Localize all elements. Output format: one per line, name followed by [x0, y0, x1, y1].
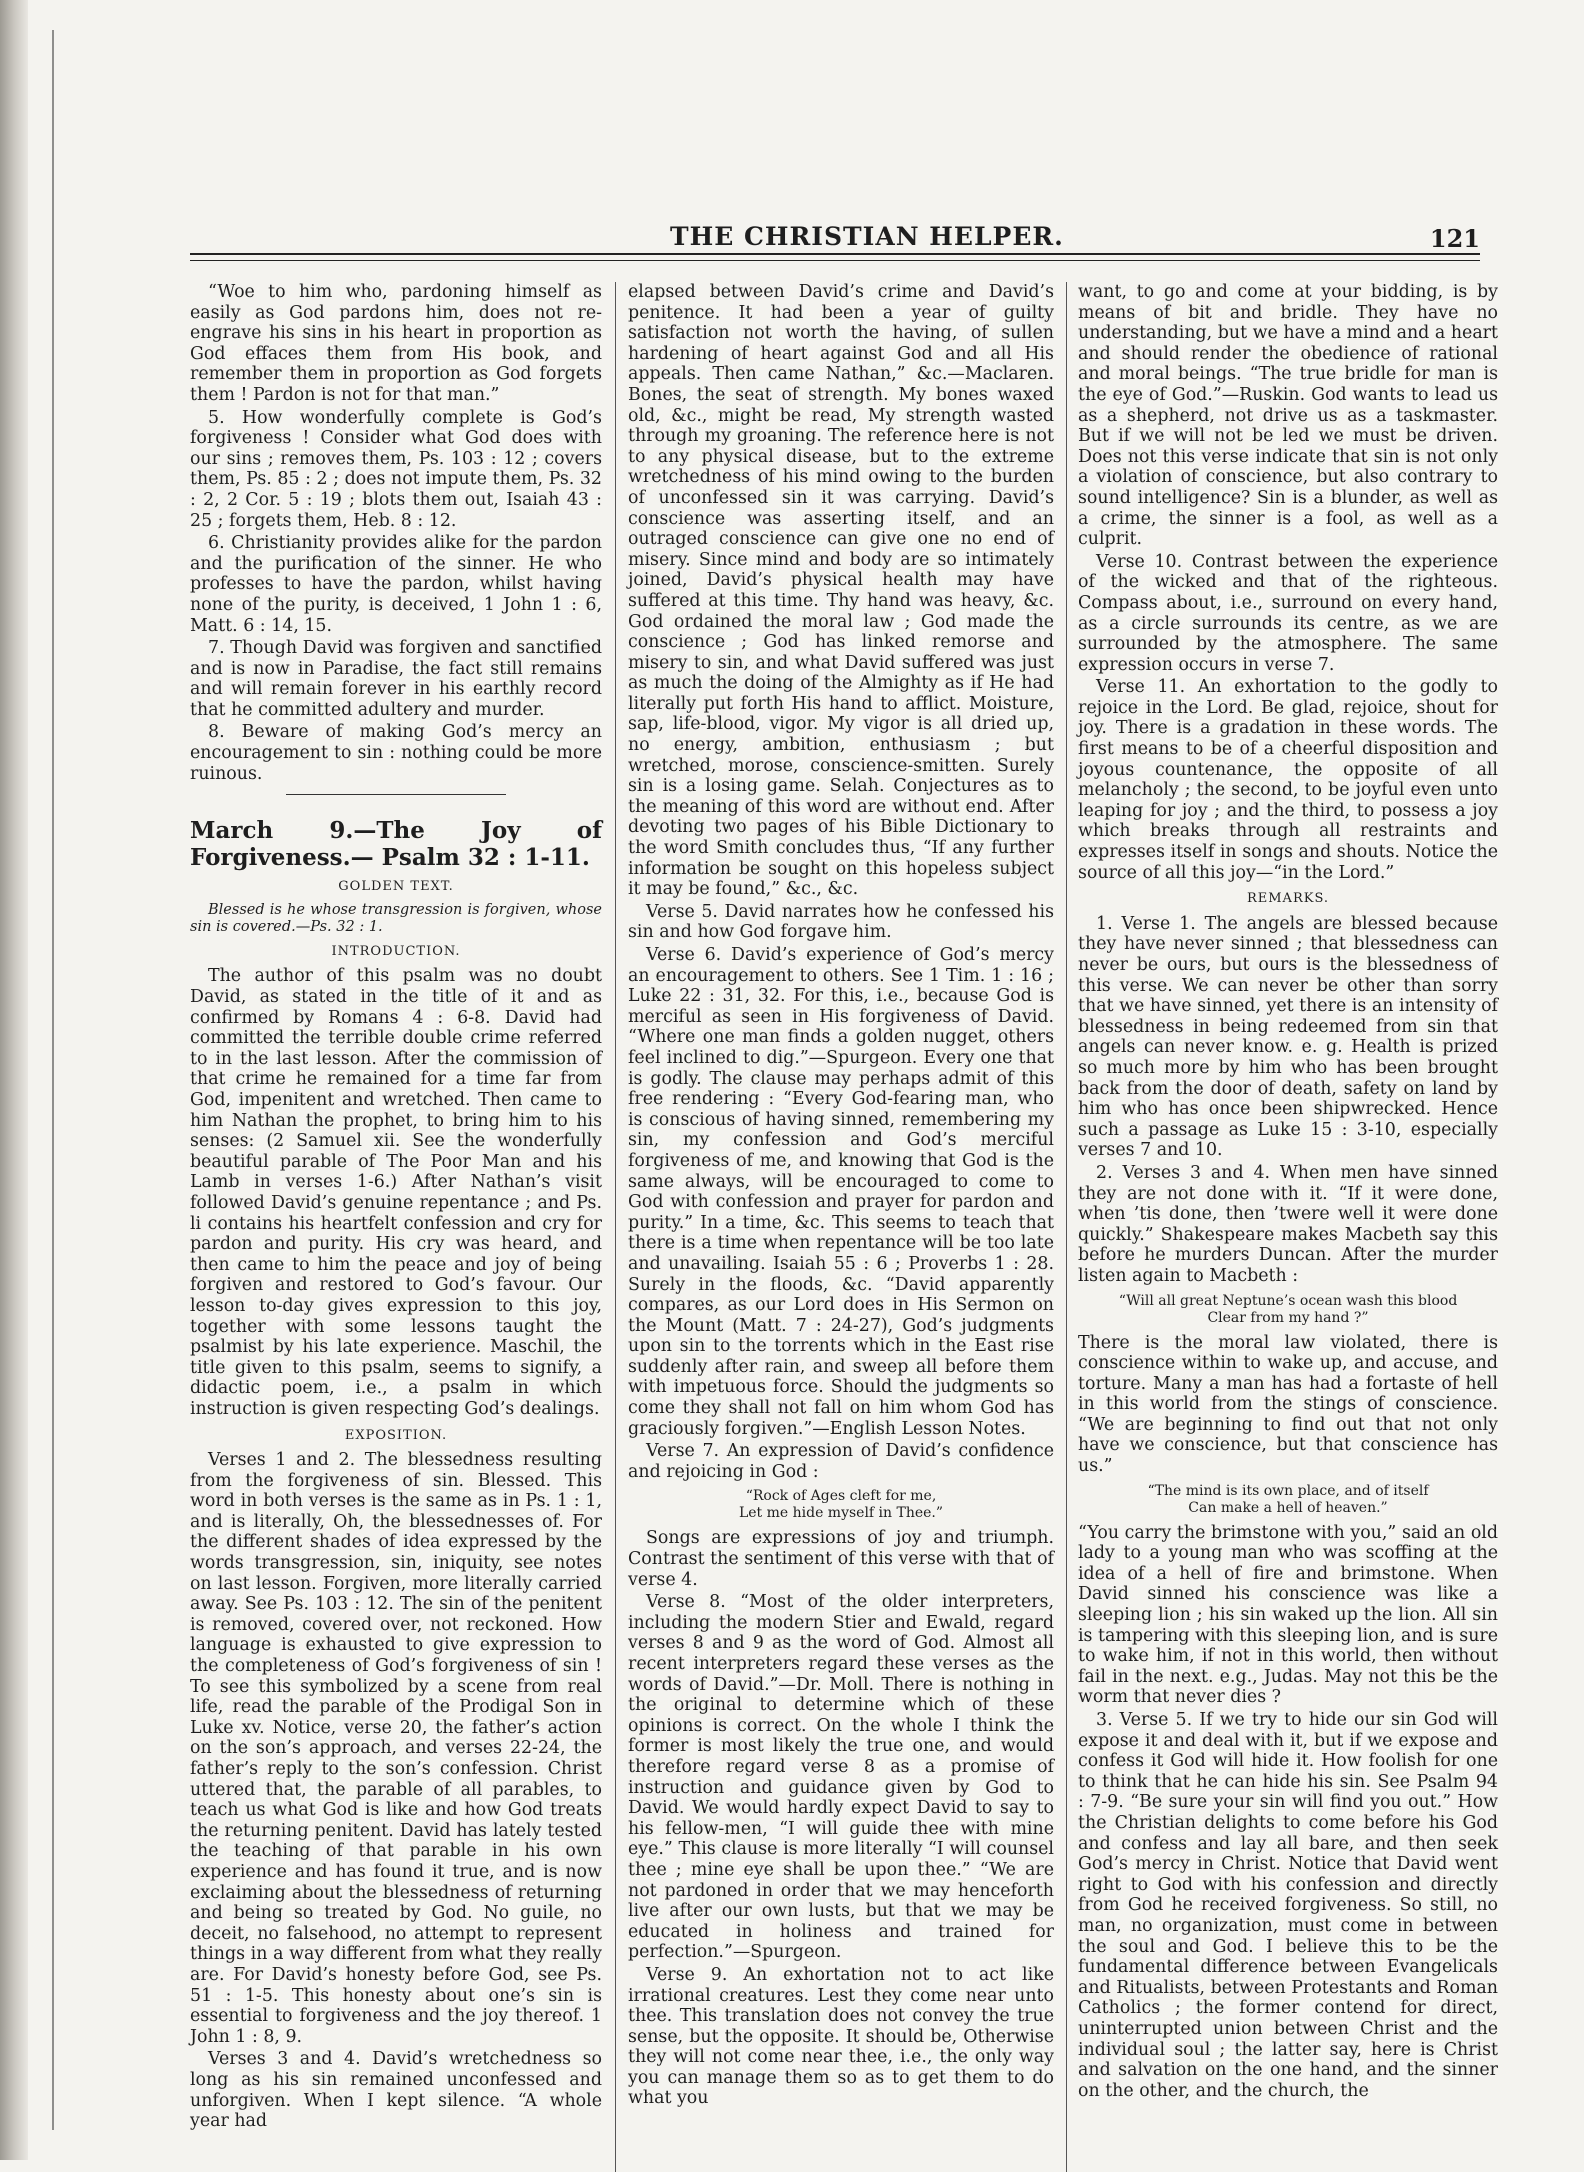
paragraph: Verse 9. An exhortation not to act like irrational creatures. Lest they come near unto thee. This translation does not convey the true sense, but the opposite. It should be, Otherwise they will not come near thee, i.e., the only way you can manage them so as to get them to do what you	[628, 1964, 1054, 2109]
hymn-quote-line: Let me hide myself in Thee.”	[738, 1505, 944, 1522]
section-separator	[286, 794, 506, 795]
hymn-quote-line: “Rock of Ages cleft for me,	[745, 1488, 937, 1505]
paragraph: want, to go and come at your bidding, is by means of bit and bridle. They have no understanding, but we have a mind and a heart and should render the obedience of rational and moral beings. “The true bridle for man is the eye of God.”—Ruskin. God wants to lead us as a shepherd, not drive us as a taskmaster. But if we will not be led we must be driven. Does not this verse indicate that sin is not only a violation of conscience, but also contrary to sound intelligence? Sin is a blunder, as well as a crime, the sinner is a fool, as well as a culprit.	[1078, 282, 1498, 550]
paragraph: 5. How wonderfully complete is God’s forgiveness ! Consider what God does with our sins ; removes them, Ps. 103 : 12 ; covers them, Ps. 85 : 2 ; does not impute them, Ps. 32 : 2, 2 Cor. 5 : 19 ; blots them out, Isaiah 43 : 25 ; forgets them, Heb. 8 : 12.	[190, 407, 602, 531]
paragraph: Verses 1 and 2. The blessedness resulting from the forgiveness of sin. Blessed. This word in both verses is the same as in Ps. 1 : 1, and is literally, Oh, the blessednesses of. For the different shades of idea expressed by the words transgression, sin, iniquity, see notes on last lesson. Forgiven, more literally carried away. See Ps. 103 : 12. The sin of the penitent is removed, covered over, not reckoned. How language is exhausted to give expression to the completeness of God’s forgiveness of sin ! To see this symbolized by a scene from real life, read the parable of the Prodigal Son in Luke xv. Notice, verse 20, the father’s action on the son’s approach, and verses 22-24, the father’s reply to the son’s confession. Christ uttered that, the parable of all parables, to teach us what God is like and how God treats the returning penitent. David has lately tested the teaching of that parable in his own experience and has found it true, and is now exclaiming about the blessedness of returning and being so treated by God. No guile, no deceit, no falsehood, no attempt to represent things in a way different from what they really are. For David’s honesty before God, see Ps. 51 : 1-5. This honesty about one’s sin is essential to forgiveness and the joy thereof. 1 John 1 : 8, 9.	[190, 1450, 602, 2047]
header-rule	[190, 253, 1480, 255]
paragraph: 2. Verses 3 and 4. When men have sinned they are not done with it. “If it were done, when ’tis done, then ’twere well it were done quickly.” Shakespeare makes Macbeth say this before he murders Duncan. After the murder listen again to Macbeth :	[1078, 1162, 1498, 1286]
running-title: THE CHRISTIAN HELPER.	[670, 222, 1064, 251]
column-divider	[615, 282, 616, 2172]
paragraph: 7. Though David was forgiven and sanctified and is now in Paradise, the fact still remains and will remain forever in his earthly record that he committed adultery and murder.	[190, 638, 602, 720]
column-divider	[1066, 282, 1067, 2172]
paragraph: Verse 11. An exhortation to the godly to rejoice in the Lord. Be glad, rejoice, shout for joy. There is a gradation in these words. The first means to be of a cheerful disposition and joyous countenance, the opposite of all melancholy ; the second, to be joyful even unto leaping for joy ; and the third, to possess a joy which breaks through all restraints and expresses itself in songs and shouts. Notice the source of all this joy—“in the Lord.”	[1078, 677, 1498, 883]
paragraph: 8. Beware of making God’s mercy an encouragement to sin : nothing could be more ruinous.	[190, 722, 602, 784]
paragraph: Verse 6. David’s experience of God’s mercy an encouragement to others. See 1 Tim. 1 : 16 ; Luke 22 : 31, 32. For this, i.e., because God is merciful as seen in His forgiveness of David. “Where one man finds a golden nugget, others feel inclined to dig.”—Spurgeon. Every one that is godly. The clause may perhaps admit of this free rendering : “Every God-fearing man, who is conscious of having sinned, remembering my sin, my confession and God’s merciful forgiveness of me, and knowing that God is the same always, will be encouraged to come to God with confession and prayer for pardon and purity.” In a time, &c. This seems to teach that there is a time when repentance will be too late and unavailing. Isaiah 55 : 6 ; Proverbs 1 : 28. Surely in the floods, &c. “David apparently compares, as our Lord does in His Sermon on the Mount (Matt. 7 : 24-27), God’s judgments upon sin to the torrents which in the East rise suddenly after rain, and sweep all before them with impetuous force. Should the judgments so come they shall not fall on him whom God has graciously forgiven.”—English Lesson Notes.	[628, 945, 1054, 1439]
golden-text: Blessed is he whose transgression is forgiven, whose sin is covered.—Ps. 32 : 1.	[190, 901, 602, 935]
exposition-label: EXPOSITION.	[344, 1427, 448, 1443]
macbeth-quote-line: Clear from my hand ?”	[1207, 1309, 1369, 1326]
paragraph: Verse 10. Contrast between the experience of the wicked and that of the righteous. Compass about, i.e., surround on every hand, as a circle surrounds its centre, as we are surrounded by the atmosphere. The same expression occurs in verse 7.	[1078, 551, 1498, 675]
paragraph: 3. Verse 5. If we try to hide our sin God will expose it and deal with it, but if we expose and confess it God will hide it. How foolish for one to think that he can hide his sin. See Psalm 94 : 7-9. “Be sure your sin will find you out.” How the Christian delights to come before his God and confess and lay all bare, and then seek God’s mercy in Christ. Notice that David went right to God with his confession and directly from God he received forgiveness. So still, no man, no organization, must come in between the soul and God. I believe this to be the fundamental difference between Evangelicals and Ritualists, between Protestants and Roman Catholics ; the former contend for direct, uninterrupted union between Christ and the individual soul ; the latter say, here is Christ and salvation on the one hand, and the sinner on the other, and the church, the	[1078, 1710, 1498, 2101]
book-spine	[0, 0, 28, 2160]
paragraph: 1. Verse 1. The angels are blessed because they have never sinned ; that blessedness can never be ours, but ours is the blessedness of this verse. We can never be other than sorry that we have sinned, yet there is an intensity of blessedness in being redeemed from sin that angels can never know. e. g. Health is prized so much more by him who has been brought back from the door of death, safety on land by him who has once been shipwrecked. Hence such a passage as Luke 15 : 3-10, especially verses 7 and 10.	[1078, 913, 1498, 1161]
column-middle	[628, 282, 1054, 2111]
paragraph: The author of this psalm was no doubt David, as stated in the title of it and as confirmed by Romans 4 : 6-8. David had committed the terrible double crime referred to in the last lesson. After the commission of that crime he remained for a time far from God, impenitent and wretched. Then came to him Nathan the prophet, to bring him to his senses: (2 Samuel xii. See the wonderfully beautiful parable of The Poor Man and his Lamb in verses 1-6.) After Nathan’s visit followed David’s genuine repentance ; and Ps. li contains his heartfelt confession and cry for pardon and purity. His cry was heard, and then came to him the peace and joy of being forgiven and restored to God’s favour. Our lesson to-day gives expression to this joy, together with some lessons taught the psalmist by his late experience. Maschil, the title given to this psalm, seems to signify, a didactic poem, i.e., a psalm in which instruction is given respecting God’s dealings.	[190, 966, 602, 1419]
column-right	[1078, 282, 1498, 2103]
remarks-label: REMARKS.	[1246, 891, 1330, 907]
paragraph: Verses 3 and 4. David’s wretchedness so long as his sin remained unconfessed and unforgiven. When I kept silence. “A whole year had	[190, 2049, 602, 2132]
header-rule-thin	[190, 260, 1480, 261]
page-number: 121	[1429, 224, 1480, 253]
paragraph: elapsed between David’s crime and David’s penitence. It had been a year of guilty satisfaction not worth the having, of sullen hardening of heart against God and all His appeals. Then came Nathan,” &c.—Maclaren. Bones, the seat of strength. My bones waxed old, &c., might be read, My strength wasted through my groaning. The reference here is not to any physical disease, but to the extreme wretchedness of his mind owing to the burden of unconfessed sin it was carrying. David’s conscience was asserting itself, and an outraged conscience can give one no end of misery. Since mind and body are so intimately joined, David’s physical health may have suffered at this time. Thy hand was heavy, &c. God ordained the moral law ; God made the conscience ; God has linked remorse and misery to sin, and what David suffered was just as much the doing of the Almighty as if He had literally put forth His hand to afflict. Moisture, sap, life-blood, vigor. My vigor is all dried up, no energy, ambition, enthusiasm ; but wretched, morose, conscience-smitten. Surely sin is a losing game. Selah. Conjectures as to the meaning of this word are without end. After devoting two pages of his Bible Dictionary to the word Smith concludes thus, “If any further information be sought on this hopeless subject it may be found,” &c., &c.	[628, 282, 1054, 900]
paragraph: Verse 7. An expression of David’s confidence and rejoicing in God :	[628, 1441, 1054, 1482]
paragraph: Verse 8. “Most of the older interpreters, including the modern Stier and Ewald, regard verses 8 and 9 as the word of God. Almost all recent interpreters regard these verses as the words of David.”—Dr. Moll. There is nothing in the original to determine which of these opinions is correct. On the whole I think the former is most likely the true one, and would therefore regard verse 8 as a promise of instruction and guidance given by God to David. We would hardly expect David to say to his fellow-men, “I will guide thee with mine eye.” This clause is more literally “I will counsel thee ; mine eye shall be upon thee.” “We are not pardoned in order that we may henceforth live after our own lusts, but that we may be educated in holiness and trained for perfection.”—Spurgeon.	[628, 1592, 1054, 1963]
paragraph: Verse 5. David narrates how he confessed his sin and how God forgave him.	[628, 901, 1054, 943]
page-header	[190, 210, 1480, 258]
paragraph: Songs are expressions of joy and triumph. Contrast the sentiment of this verse with that of verse 4.	[628, 1528, 1054, 1590]
page-edge	[52, 30, 54, 2130]
paragraph: “You carry the brimstone with you,” said an old lady to a young man who was scoffing at the idea of a hell of fire and brimstone. When David sinned his conscience was like a sleeping lion ; his sin waked up the lion. All sin is tampering with this sleeping lion, and is sure to wake him, if not in this world, then without fail in the next. e.g., Judas. May not this be the worm that never dies ?	[1078, 1522, 1498, 1708]
paragraph: “Woe to him who, pardoning himself as easily as God pardons him, does not re-engrave his sins in his heart in proportion as God effaces them from His book, and remember them in proportion as God forgets them ! Pardon is not for that man.”	[190, 282, 602, 405]
macbeth-quote-line: “Will all great Neptune’s ocean wash this blood	[1118, 1292, 1458, 1309]
milton-quote-line: “The mind is its own place, and of itself	[1147, 1482, 1429, 1499]
introduction-label: INTRODUCTION.	[331, 943, 461, 959]
milton-quote-line: Can make a hell of heaven.”	[1188, 1499, 1388, 1516]
column-left	[190, 282, 602, 2134]
golden-text-label: GOLDEN TEXT.	[338, 879, 454, 895]
paragraph: 6. Christianity provides alike for the pardon and the purification of the sinner. He who professes to have the pardon, whilst having none of the purity, is deceived, 1 John 1 : 6, Matt. 6 : 14, 15.	[190, 533, 602, 636]
lesson-heading: March 9.—The Joy of Forgiveness.— Psalm 32 : 1-11.	[190, 817, 602, 872]
paragraph: There is the moral law violated, there is conscience within to wake up, and accuse, and torture. Many a man has had a fortaste of hell in this world from the stings of conscience. “We are beginning to find out that not only have we conscience, but that conscience has us.”	[1078, 1332, 1498, 1477]
